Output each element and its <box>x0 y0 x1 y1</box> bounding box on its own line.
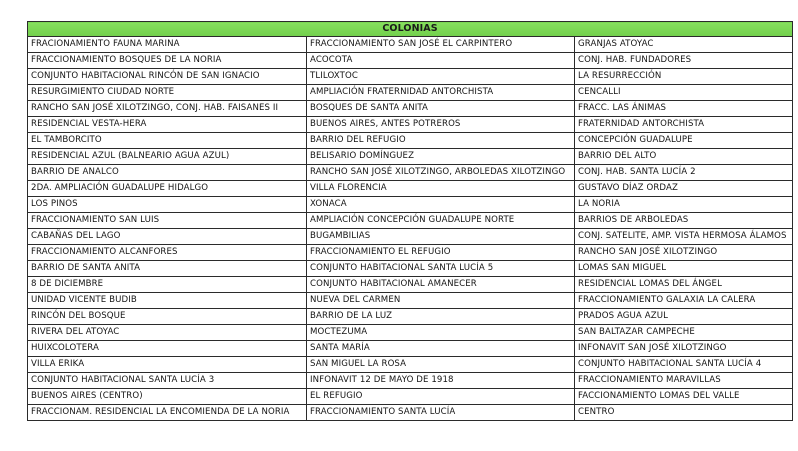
table-cell: CONJUNTO HABITACIONAL SANTA LUCÍA 3 <box>28 373 307 389</box>
table-cell: RANCHO SAN JOSÉ XILOTZINGO <box>575 245 793 261</box>
table-row <box>28 229 793 245</box>
table-cell: BUENOS AIRES, ANTES POTREROS <box>307 117 575 133</box>
table-cell: RANCHO SAN JOSÉ XILOTZINGO, CONJ. HAB. FAISANES II <box>28 101 307 117</box>
table-cell: BOSQUES DE SANTA ANITA <box>307 101 575 117</box>
table-cell: CONJUNTO HABITACIONAL AMANECER <box>307 277 575 293</box>
table-cell: XONACA <box>307 197 575 213</box>
table-row <box>28 389 793 405</box>
table-cell: RESURGIMIENTO CIUDAD NORTE <box>28 85 307 101</box>
table-cell: FRACCIONAMIENTO ALCANFORES <box>28 245 307 261</box>
table-cell: EL REFUGIO <box>307 389 575 405</box>
table-cell: RESIDENCIAL VESTA-HERA <box>28 117 307 133</box>
colonias-table <box>27 21 793 421</box>
table-cell: FRACIONAMIENTO FAUNA MARINA <box>28 37 307 53</box>
table-cell: RESIDENCIAL AZUL (BALNEARIO AGUA AZUL) <box>28 149 307 165</box>
table-cell: AMPLIACIÓN FRATERNIDAD ANTORCHISTA <box>307 85 575 101</box>
table-cell: NUEVA DEL CARMEN <box>307 293 575 309</box>
table-cell: CABAÑAS DEL LAGO <box>28 229 307 245</box>
table-cell: SAN BALTAZAR CAMPECHE <box>575 325 793 341</box>
table-row <box>28 261 793 277</box>
table-cell: BUENOS AIRES (CENTRO) <box>28 389 307 405</box>
table-cell: FRACCIONAMIENTO SAN LUIS <box>28 213 307 229</box>
table-cell: LOS PINOS <box>28 197 307 213</box>
table-row <box>28 277 793 293</box>
table-row <box>28 133 793 149</box>
table-cell: FRACCIONAMIENTO BOSQUES DE LA NORIA <box>28 53 307 69</box>
table-cell: 8 DE DICIEMBRE <box>28 277 307 293</box>
table-row <box>28 293 793 309</box>
table-row <box>28 69 793 85</box>
table-cell: FRACCIONAMIENTO MARAVILLAS <box>575 373 793 389</box>
table-cell: ACOCOTA <box>307 53 575 69</box>
table-row <box>28 37 793 53</box>
table-cell: FRACC. LAS ÁNIMAS <box>575 101 793 117</box>
table-cell: CONJ. SATELITE, AMP. VISTA HERMOSA ÁLAMOS <box>575 229 793 245</box>
table-cell: BUGAMBILIAS <box>307 229 575 245</box>
table-row <box>28 165 793 181</box>
table-cell: CONCEPCIÓN GUADALUPE <box>575 133 793 149</box>
table-row <box>28 85 793 101</box>
table-cell: FRACCIONAMIENTO GALAXIA LA CALERA <box>575 293 793 309</box>
table-row <box>28 405 793 421</box>
table-cell: AMPLIACIÓN CONCEPCIÓN GUADALUPE NORTE <box>307 213 575 229</box>
table-cell: BELISARIO DOMÍNGUEZ <box>307 149 575 165</box>
table-row <box>28 117 793 133</box>
table-cell: VILLA FLORENCIA <box>307 181 575 197</box>
table-row <box>28 149 793 165</box>
table-cell: FRACCIONAMIENTO EL REFUGIO <box>307 245 575 261</box>
colonias-table-container <box>27 21 792 421</box>
table-body <box>28 37 793 421</box>
table-row <box>28 101 793 117</box>
table-cell: LA NORIA <box>575 197 793 213</box>
table-cell: CONJ. HAB. FUNDADORES <box>575 53 793 69</box>
table-cell: LA RESURRECCIÓN <box>575 69 793 85</box>
table-row <box>28 357 793 373</box>
table-cell: FRACCIONAMIENTO SAN JOSÉ EL CARPINTERO <box>307 37 575 53</box>
table-cell: RIVERA DEL ATOYAC <box>28 325 307 341</box>
table-cell: FRACCIONAMIENTO SANTA LUCÍA <box>307 405 575 421</box>
table-title: COLONIAS <box>28 22 793 37</box>
table-cell: HUIXCOLOTERA <box>28 341 307 357</box>
table-row <box>28 181 793 197</box>
table-cell: VILLA ERIKA <box>28 357 307 373</box>
table-cell: BARRIO DE ANALCO <box>28 165 307 181</box>
table-cell: GUSTAVO DÍAZ ORDAZ <box>575 181 793 197</box>
table-cell: CONJUNTO HABITACIONAL SANTA LUCÍA 5 <box>307 261 575 277</box>
table-cell: SANTA MARÍA <box>307 341 575 357</box>
table-row <box>28 213 793 229</box>
table-row <box>28 245 793 261</box>
table-header-row <box>28 22 793 37</box>
table-row <box>28 325 793 341</box>
table-cell: FRATERNIDAD ANTORCHISTA <box>575 117 793 133</box>
table-cell: CENTRO <box>575 405 793 421</box>
table-cell: RANCHO SAN JOSÉ XILOTZINGO, ARBOLEDAS XILOTZINGO <box>307 165 575 181</box>
table-cell: EL TAMBORCITO <box>28 133 307 149</box>
table-cell: INFONAVIT 12 DE MAYO DE 1918 <box>307 373 575 389</box>
table-cell: 2DA. AMPLIACIÓN GUADALUPE HIDALGO <box>28 181 307 197</box>
table-cell: BARRIOS DE ARBOLEDAS <box>575 213 793 229</box>
table-cell: RESIDENCIAL LOMAS DEL ÁNGEL <box>575 277 793 293</box>
table-row <box>28 53 793 69</box>
table-row <box>28 309 793 325</box>
table-cell: BARRIO DE LA LUZ <box>307 309 575 325</box>
table-cell: RINCÓN DEL BOSQUE <box>28 309 307 325</box>
table-cell: FRACCIONAM. RESIDENCIAL LA ENCOMIENDA DE LA NORIA <box>28 405 307 421</box>
table-cell: TLILOXTOC <box>307 69 575 85</box>
table-row <box>28 197 793 213</box>
table-cell: PRADOS AGUA AZUL <box>575 309 793 325</box>
table-cell: CONJ. HAB. SANTA LUCÍA 2 <box>575 165 793 181</box>
table-cell: GRANJAS ATOYAC <box>575 37 793 53</box>
table-cell: CENCALLI <box>575 85 793 101</box>
table-cell: CONJUNTO HABITACIONAL RINCÓN DE SAN IGNACIO <box>28 69 307 85</box>
table-row <box>28 341 793 357</box>
table-cell: UNIDAD VICENTE BUDIB <box>28 293 307 309</box>
table-cell: MOCTEZUMA <box>307 325 575 341</box>
table-cell: BARRIO DEL REFUGIO <box>307 133 575 149</box>
table-cell: BARRIO DE SANTA ANITA <box>28 261 307 277</box>
table-cell: LOMAS SAN MIGUEL <box>575 261 793 277</box>
table-row <box>28 373 793 389</box>
table-cell: INFONAVIT SAN JOSÉ XILOTZINGO <box>575 341 793 357</box>
table-cell: SAN MIGUEL LA ROSA <box>307 357 575 373</box>
table-cell: FACCIONAMIENTO LOMAS DEL VALLE <box>575 389 793 405</box>
table-cell: BARRIO DEL ALTO <box>575 149 793 165</box>
table-cell: CONJUNTO HABITACIONAL SANTA LUCÍA 4 <box>575 357 793 373</box>
